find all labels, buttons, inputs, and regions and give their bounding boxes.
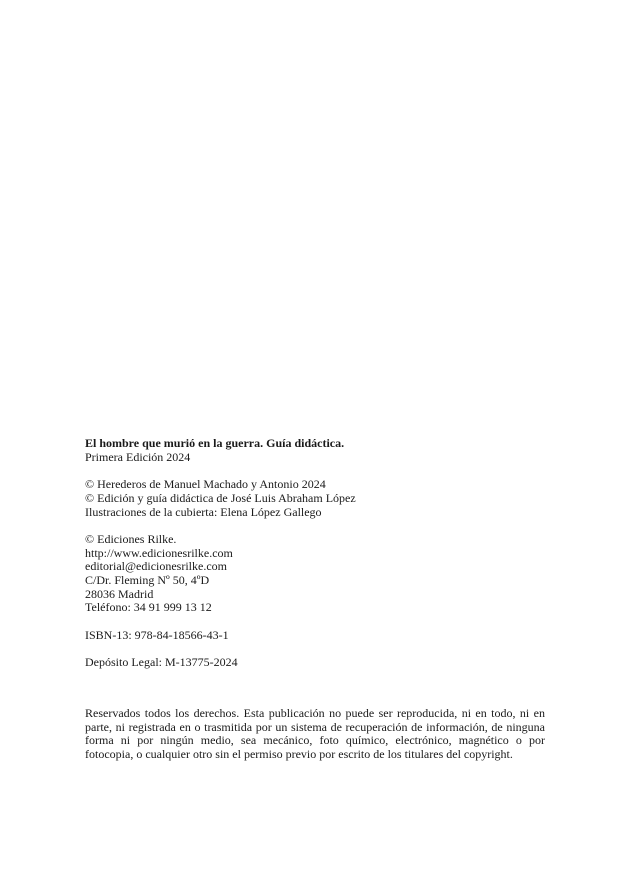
publisher-email: editorial@edicionesrilke.com xyxy=(85,559,228,574)
spacer xyxy=(85,519,545,533)
cover-illustrations-credit: Ilustraciones de la cubierta: Elena López Gallego xyxy=(85,504,322,519)
publisher-city: 28036 Madrid xyxy=(85,586,154,601)
isbn-line: ISBN-13: 978-84-18566-43-1 xyxy=(85,627,229,642)
copyright-edition: © Edición y guía didáctica de José Luis Abraham López xyxy=(85,490,356,505)
publisher-address: C/Dr. Fleming Nº 50, 4ºD xyxy=(85,573,210,587)
spacer xyxy=(85,643,545,657)
copyright-heirs: © Herederos de Manuel Machado y Antonio 2024 xyxy=(85,477,326,492)
edition-line: Primera Edición 2024 xyxy=(85,449,191,464)
publisher-website: http://www.edicionesrilke.com xyxy=(85,545,233,560)
spacer xyxy=(85,464,545,478)
spacer xyxy=(85,615,545,629)
legal-deposit-line: Depósito Legal: M-13775-2024 xyxy=(85,655,238,670)
publisher-phone: Teléfono: 34 91 999 13 12 xyxy=(85,600,212,615)
colophon-block xyxy=(85,437,545,670)
rights-reserved-notice: Reservados todos los derechos. Esta publicación no puede ser reproducida, ni en todo, ni en parte, ni registrada en o trasmitida por un sistema de recuperación de información, de ninguna forma ni por ningún medio, sea mecánico, foto químico, electrónico, magnético o por fotocopia, o cualquier otro sin el permiso previo por escrito de los titulares del copyright. xyxy=(85,706,545,762)
publisher-name: © Ediciones Rilke. xyxy=(85,531,177,546)
book-title: El hombre que murió en la guerra. Guía didáctica. xyxy=(85,436,345,450)
